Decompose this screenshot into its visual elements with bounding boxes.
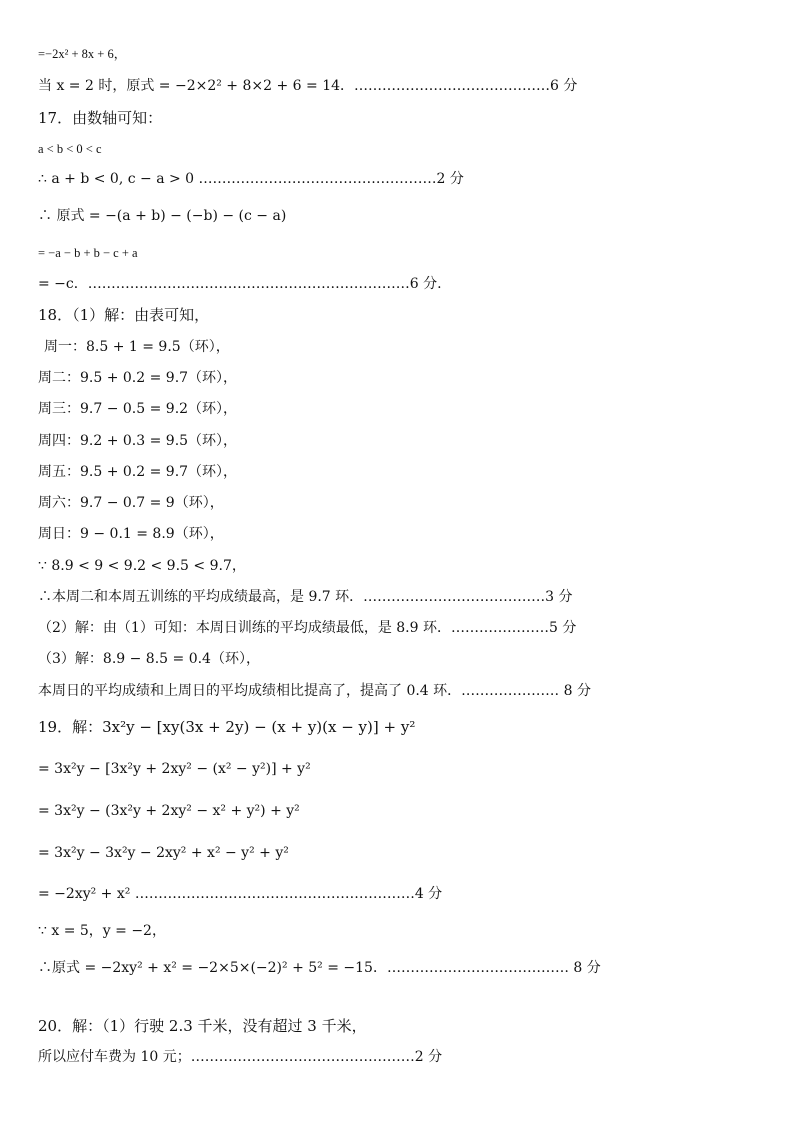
solution-line: 周四：9.2 + 0.3 = 9.5（环）， bbox=[38, 433, 238, 449]
solution-line: 周三：9.7 − 0.5 = 9.2（环）， bbox=[38, 401, 238, 417]
question-heading-19: 19．解：3x²y − [xy(3x + 2y) − (x + y)(x − y)] + y² bbox=[38, 718, 416, 736]
solution-line: ∴ 原式 = −(a + b) − (−b) − (c − a) bbox=[38, 208, 287, 224]
solution-line: = 3x²y − [3x²y + 2xy² − (x² − y²)] + y² bbox=[38, 761, 311, 777]
solution-line: = −a − b + b − c + a bbox=[38, 246, 138, 260]
solution-line: = −2xy² + x² ……………………………………………………4 分 bbox=[38, 886, 443, 902]
solution-line: 周二：9.5 + 0.2 = 9.7（环）， bbox=[38, 370, 238, 386]
question-heading-17: 17．由数轴可知： bbox=[38, 109, 163, 127]
solution-line: = −c．……………………………………………………………6 分. bbox=[38, 276, 442, 292]
solution-line: 周一：8.5 + 1 = 9.5（环）， bbox=[44, 339, 230, 355]
solution-line: =−2x² + 8x + 6， bbox=[38, 47, 127, 61]
solution-line: ∴原式 = −2xy² + x² = −2×5×(−2)² + 5² = −15．………………………………… 8 分 bbox=[38, 960, 601, 976]
solution-line: （3）解：8.9 − 8.5 = 0.4（环）， bbox=[38, 651, 260, 667]
solution-line: = 3x²y − 3x²y − 2xy² + x² − y² + y² bbox=[38, 845, 289, 861]
solution-line: 周五：9.5 + 0.2 = 9.7（环）， bbox=[38, 464, 238, 480]
solution-line: 本周日的平均成绩和上周日的平均成绩相比提高了，提高了 0.4 环．………………… 8 分 bbox=[38, 683, 591, 699]
solution-line: ∵ x = 5，y = −2， bbox=[38, 923, 166, 939]
solution-line: （2）解：由（1）可知：本周日训练的平均成绩最低，是 8.9 环．…………………5 分 bbox=[38, 620, 577, 636]
solution-line: ∴ a + b < 0, c − a > 0 ……………………………………………2 分 bbox=[38, 171, 464, 187]
solution-line: 所以应付车费为 10 元；…………………………………………2 分 bbox=[38, 1049, 443, 1065]
solution-line: ∴本周二和本周五训练的平均成绩最高，是 9.7 环．…………………………………3 分 bbox=[38, 589, 573, 605]
question-heading-20: 20．解：（1）行驶 2.3 千米，没有超过 3 千米， bbox=[38, 1017, 367, 1035]
solution-line: ∵ 8.9 < 9 < 9.2 < 9.5 < 9.7， bbox=[38, 558, 246, 574]
question-heading-18: 18．（1）解：由表可知， bbox=[38, 306, 210, 324]
solution-line: 当 x = 2 时，原式 = −2×2² + 8×2 + 6 = 14．……………………………………6 分 bbox=[38, 78, 578, 94]
solution-line: = 3x²y − (3x²y + 2xy² − x² + y²) + y² bbox=[38, 803, 300, 819]
solution-line: 周日：9 − 0.1 = 8.9（环）， bbox=[38, 526, 224, 542]
solution-line: a < b < 0 < c bbox=[38, 142, 102, 156]
solution-line: 周六：9.7 − 0.7 = 9（环）， bbox=[38, 495, 224, 511]
